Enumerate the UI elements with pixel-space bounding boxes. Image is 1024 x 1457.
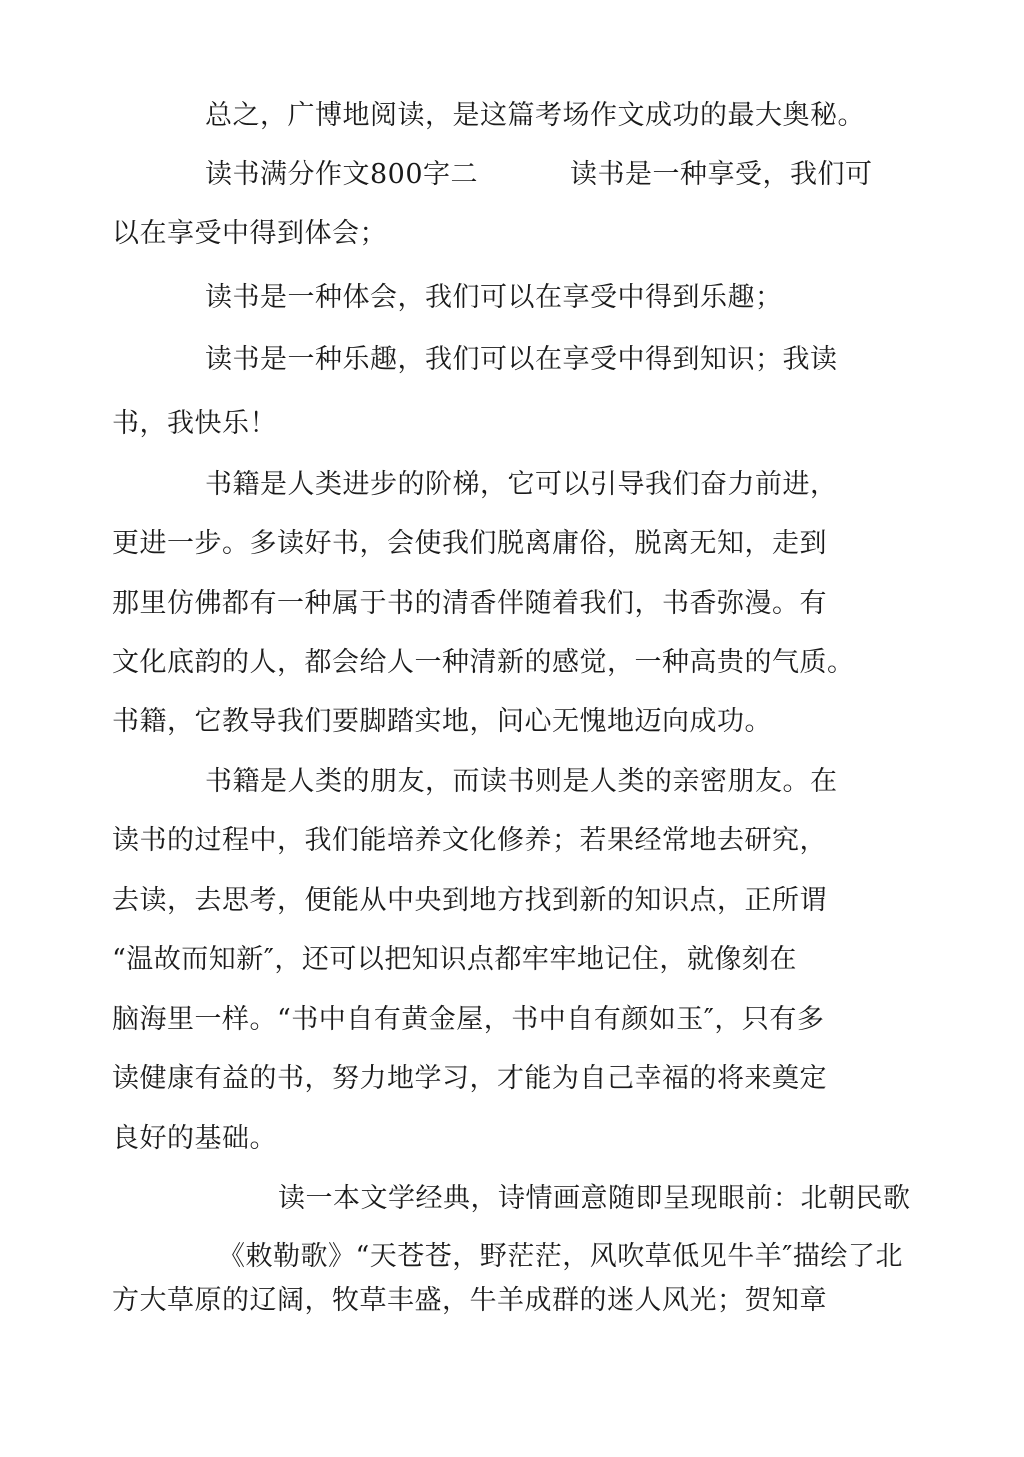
text-line: 《敕勒歌》“天苍苍，野茫茫，风吹草低见牛羊″描绘了北 xyxy=(218,1241,903,1272)
text-line: 更进一步。多读好书，会使我们脱离庸俗，脱离无知，走到 xyxy=(112,528,827,559)
text-line: 良好的基础。 xyxy=(112,1123,277,1154)
text-line: 读书是一种乐趣，我们可以在享受中得到知识；我读 xyxy=(205,344,838,375)
text-line: 以在享受中得到体会； xyxy=(112,218,387,249)
text-line: “温故而知新″，还可以把知识点都牢牢地记住，就像刻在 xyxy=(112,944,797,975)
text-line xyxy=(205,158,873,192)
text-line: 脑海里一样。“书中自有黄金屋，书中自有颜如玉″，只有多 xyxy=(112,1004,825,1035)
text-line: 书籍是人类的朋友，而读书则是人类的亲密朋友。在 xyxy=(205,766,838,797)
text-line: 读一本文学经典，诗情画意随即呈现眼前：北朝民歌 xyxy=(278,1183,911,1214)
text-line: 书籍是人类进步的阶梯，它可以引导我们奋力前进， xyxy=(205,469,838,500)
text-line: 方大草原的辽阔，牧草丰盛，牛羊成群的迷人风光；贺知章 xyxy=(112,1285,827,1316)
text-line: 去读，去思考，便能从中央到地方找到新的知识点，正所谓 xyxy=(112,885,827,916)
text-line: 文化底韵的人，都会给人一种清新的感觉，一种高贵的气质。 xyxy=(112,647,855,678)
text-line-segment: 读书是一种享受，我们可 xyxy=(570,159,873,190)
text-line: 书籍，它教导我们要脚踏实地，问心无愧地迈向成功。 xyxy=(112,706,772,737)
text-line: 读书是一种体会，我们可以在享受中得到乐趣； xyxy=(205,282,783,313)
text-line: 书，我快乐！ xyxy=(112,408,277,439)
text-line: 读书的过程中，我们能培养文化修养；若果经常地去研究， xyxy=(112,825,827,856)
text-line: 那里仿佛都有一种属于书的清香伴随着我们，书香弥漫。有 xyxy=(112,588,827,619)
text-line: 读健康有益的书，努力地学习，才能为自己幸福的将来奠定 xyxy=(112,1063,827,1094)
text-line: 总之，广博地阅读，是这篇考场作文成功的最大奥秘。 xyxy=(205,100,865,131)
section-title: 读书满分作文800字二 xyxy=(205,159,479,190)
